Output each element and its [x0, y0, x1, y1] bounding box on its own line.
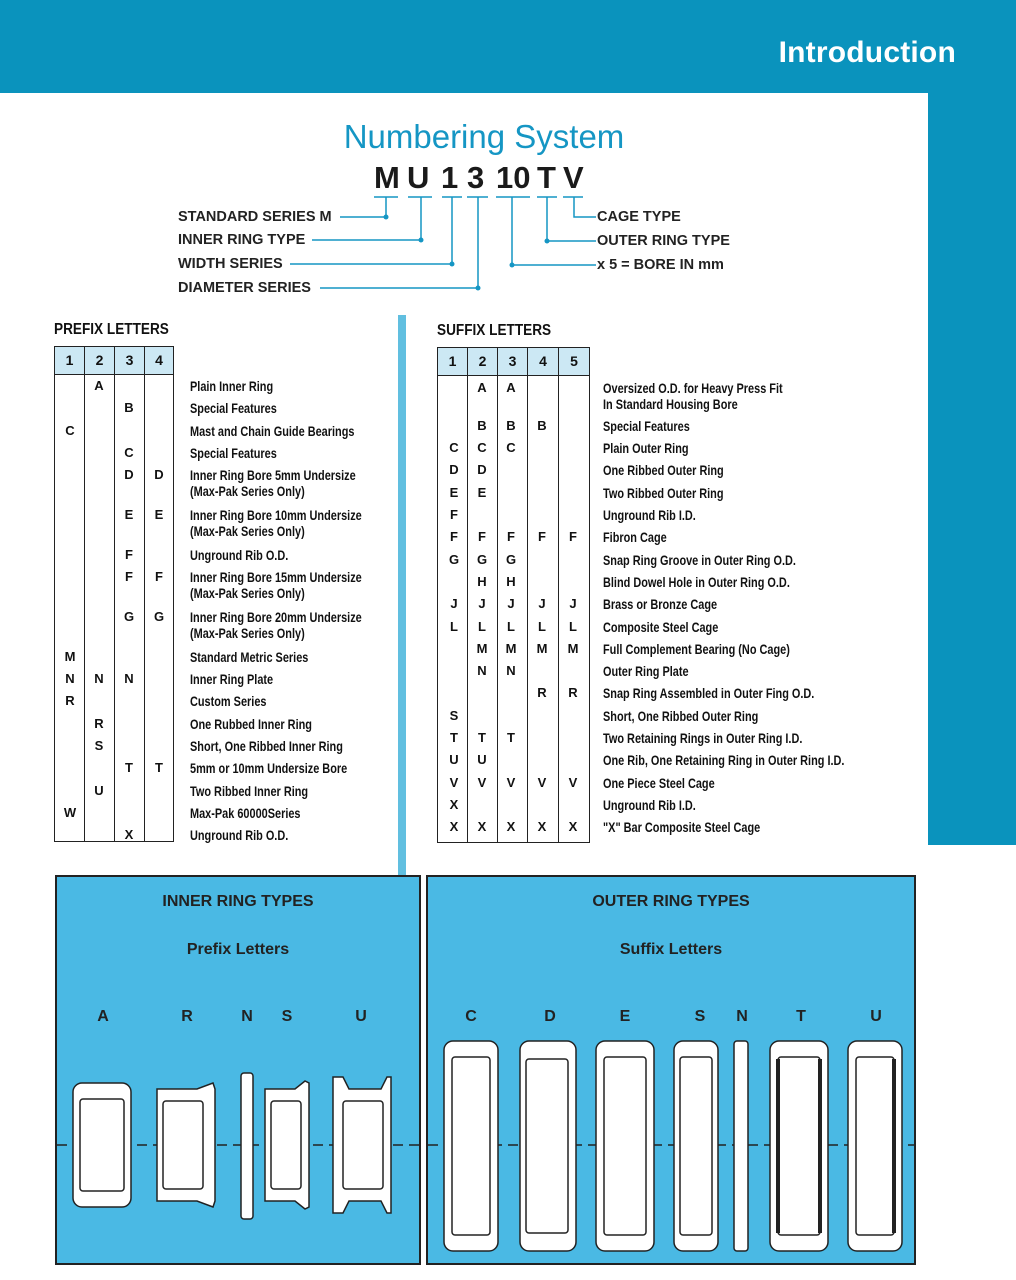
suffix-row-9-col-1: J: [450, 596, 458, 612]
suffix-row-1-col-2: B: [477, 417, 487, 433]
outer-ring-e-shape: [596, 1041, 654, 1251]
prefix-row-14-col-3: T: [125, 760, 133, 776]
prefix-row-11-col-1: R: [65, 693, 75, 709]
inner-ring-letter-u: U: [355, 1008, 367, 1025]
code-part-bore: 10: [496, 160, 531, 195]
outer-ring-letter-s: S: [694, 1008, 706, 1025]
code-part-cage: V: [563, 160, 584, 195]
prefix-row-10-col-2: N: [94, 671, 104, 686]
suffix-row-2-description: Plain Outer Ring: [603, 440, 689, 457]
suffix-row-17-col-5: V: [568, 774, 578, 790]
suffix-row-3-description: One Ribbed Outer Ring: [603, 462, 724, 479]
prefix-row-4-col-4: D: [154, 467, 164, 483]
suffix-row-13-description: Snap Ring Assembled in Outer Fing O.D.: [603, 685, 815, 702]
suffix-row-6-col-4: F: [538, 529, 546, 545]
prefix-row-15-col-2: U: [94, 782, 104, 798]
suffix-row-17-col-2: V: [477, 774, 487, 790]
inner-ring-s-shape: [265, 1081, 309, 1209]
prefix-col-1: 1: [55, 347, 85, 374]
suffix-row-9-description: Brass or Bronze Cage: [603, 596, 718, 613]
code-part-diameter: 3: [467, 160, 485, 195]
prefix-col-4: 4: [155, 352, 163, 368]
suffix-row-4-col-1: E: [449, 484, 459, 500]
suffix-row-17-col-3: V: [506, 774, 516, 790]
prefix-row-10-description: Inner Ring Plate: [190, 671, 274, 687]
prefix-col-2: 2: [85, 347, 115, 374]
suffix-row-19-col-2: X: [477, 819, 487, 835]
suffix-row-12-col-3: N: [506, 663, 516, 679]
suffix-col-1: 1: [438, 348, 468, 375]
suffix-row-19-col-4: X: [537, 819, 547, 835]
inner-ring-types-panel: [55, 875, 421, 1265]
outer-ring-u-shape: [848, 1041, 902, 1251]
suffix-row-2-col-1: C: [449, 440, 459, 456]
suffix-row-18-description: Unground Rib I.D.: [603, 796, 696, 813]
numbering-leader-lines: [0, 0, 1016, 320]
prefix-row-4-description: Inner Ring Bore 5mm Undersize: [190, 467, 356, 484]
prefix-row-7-description: (Max-Pak Series Only): [190, 585, 305, 602]
suffix-row-8-col-2: H: [477, 573, 487, 589]
prefix-row-1-description: Special Features: [190, 400, 277, 417]
suffix-row-0-col-3: A: [506, 380, 516, 395]
suffix-row-12-description: Outer Ring Plate: [603, 663, 689, 680]
inner-ring-a-shape: [73, 1083, 131, 1207]
prefix-row-8-description: (Max-Pak Series Only): [190, 624, 305, 641]
inner-ring-u-shape: [333, 1077, 391, 1213]
suffix-row-10-col-3: L: [507, 618, 515, 634]
suffix-row-0-col-2: A: [477, 380, 487, 395]
numbering-system-title: Numbering System: [343, 118, 625, 155]
suffix-row-7-col-3: G: [505, 551, 517, 567]
outer-ring-c-shape: [444, 1041, 498, 1251]
label-width-series: WIDTH SERIES: [178, 256, 283, 272]
prefix-row-5-description: Inner Ring Bore 10mm Undersize: [190, 507, 362, 523]
suffix-row-5-description: Unground Rib I.D.: [603, 507, 696, 523]
inner-ring-types-subtitle: Prefix Letters: [186, 941, 290, 958]
prefix-row-12-description: One Rubbed Inner Ring: [190, 715, 312, 732]
suffix-row-4-description: Two Ribbed Outer Ring: [603, 484, 724, 501]
outer-ring-s-shape: [674, 1041, 718, 1251]
prefix-row-14-description: 5mm or 10mm Undersize Bore: [190, 760, 348, 777]
suffix-row-8-col-3: H: [506, 573, 516, 589]
prefix-row-5-col-4: E: [154, 507, 164, 522]
suffix-row-6-description: Fibron Cage: [603, 529, 667, 546]
prefix-row-10-col-3: N: [124, 671, 134, 686]
prefix-row-17-col-3: X: [124, 827, 134, 843]
suffix-row-1-description: Special Features: [603, 417, 690, 434]
suffix-row-17-col-4: V: [537, 774, 547, 790]
prefix-row-10-col-1: N: [65, 671, 75, 686]
suffix-row-3-col-1: D: [449, 462, 459, 478]
prefix-row-0-col-2: A: [94, 378, 104, 393]
suffix-row-16-description: One Rib, One Retaining Ring in Outer Ring I.D.: [603, 752, 845, 769]
outer-ring-types-panel: [426, 875, 916, 1265]
suffix-row-8-description: Blind Dowel Hole in Outer Ring O.D.: [603, 573, 790, 590]
prefix-row-11-description: Custom Series: [190, 693, 267, 710]
suffix-row-3-col-2: D: [477, 462, 487, 478]
suffix-row-2-col-3: C: [506, 440, 516, 456]
suffix-row-9-col-3: J: [507, 596, 515, 612]
suffix-row-6-col-1: F: [450, 529, 458, 545]
page-title: Introduction: [778, 36, 956, 69]
prefix-letters-title: PREFIX LETTERS: [54, 321, 169, 338]
suffix-row-4-col-2: E: [477, 484, 487, 500]
suffix-col-4: 4: [528, 348, 559, 375]
label-standard-series: STANDARD SERIES M: [178, 209, 332, 225]
suffix-row-7-col-1: G: [448, 551, 460, 567]
suffix-row-6-col-2: F: [478, 529, 486, 545]
inner-ring-letter-n: N: [241, 1008, 253, 1025]
suffix-letters-title: SUFFIX LETTERS: [437, 322, 552, 339]
suffix-table-header: [438, 348, 589, 376]
section-divider: [398, 315, 406, 875]
outer-ring-letter-d: D: [544, 1008, 556, 1025]
suffix-row-15-col-1: T: [450, 730, 458, 745]
prefix-row-14-col-4: T: [155, 760, 163, 776]
label-bore: x 5 = BORE IN mm: [597, 257, 724, 273]
suffix-row-11-col-4: M: [536, 640, 548, 656]
prefix-row-12-col-2: R: [94, 715, 104, 731]
suffix-row-10-col-4: L: [538, 618, 546, 634]
suffix-row-5-col-1: F: [450, 507, 458, 522]
suffix-row-16-col-2: U: [477, 752, 487, 768]
suffix-row-7-col-2: G: [476, 551, 488, 567]
suffix-row-16-col-1: U: [449, 752, 459, 768]
suffix-row-12-col-2: N: [477, 663, 487, 679]
label-diameter-series: DIAMETER SERIES: [178, 280, 311, 296]
suffix-col-2: 2: [468, 348, 498, 375]
inner-ring-r-shape: [157, 1083, 215, 1207]
prefix-row-16-description: Max-Pak 60000Series: [190, 804, 301, 821]
suffix-row-10-col-1: L: [450, 618, 458, 634]
prefix-row-8-col-4: G: [153, 608, 165, 624]
code-part-m: M: [374, 160, 400, 195]
suffix-row-13-col-4: R: [537, 685, 547, 701]
suffix-row-15-col-2: T: [478, 730, 486, 745]
prefix-row-2-col-1: C: [65, 422, 75, 438]
prefix-row-8-description: Inner Ring Bore 20mm Undersize: [190, 608, 362, 625]
outer-ring-types-title: OUTER RING TYPES: [592, 893, 750, 910]
suffix-row-11-col-3: M: [505, 640, 517, 656]
prefix-row-1-col-3: B: [124, 400, 134, 416]
suffix-row-14-description: Short, One Ribbed Outer Ring: [603, 707, 759, 724]
code-part-inner-ring: U: [407, 160, 430, 195]
inner-ring-letter-s: S: [281, 1008, 293, 1025]
suffix-row-15-description: Two Retaining Rings in Outer Ring I.D.: [603, 730, 803, 746]
outer-ring-letter-n: N: [736, 1008, 748, 1025]
outer-ring-n-shape: [734, 1041, 748, 1251]
prefix-row-2-description: Mast and Chain Guide Bearings: [190, 422, 355, 439]
suffix-row-11-col-2: M: [476, 640, 488, 656]
outer-ring-drawings: [428, 877, 914, 1263]
suffix-row-0-description: Oversized O.D. for Heavy Press Fit: [603, 380, 783, 396]
prefix-row-17-description: Unground Rib O.D.: [190, 827, 289, 844]
prefix-row-7-col-4: F: [155, 569, 163, 585]
suffix-row-10-col-5: L: [569, 618, 577, 634]
suffix-row-10-col-2: L: [478, 618, 486, 634]
prefix-row-6-col-3: F: [125, 546, 133, 562]
inner-ring-types-title: INNER RING TYPES: [162, 893, 314, 910]
code-part-outer-ring: T: [537, 160, 556, 195]
prefix-row-3-col-3: C: [124, 444, 134, 460]
code-part-width: 1: [441, 160, 459, 195]
prefix-row-4-description: (Max-Pak Series Only): [190, 483, 305, 500]
outer-ring-letter-c: C: [465, 1008, 477, 1025]
inner-ring-letter-a: A: [97, 1008, 109, 1025]
suffix-row-9-col-2: J: [478, 596, 486, 612]
prefix-row-8-col-3: G: [123, 608, 135, 624]
suffix-row-19-col-3: X: [506, 819, 516, 835]
prefix-row-5-description: (Max-Pak Series Only): [190, 523, 305, 539]
outer-ring-letter-e: E: [619, 1008, 631, 1025]
suffix-row-0-description: In Standard Housing Bore: [603, 396, 738, 412]
suffix-col-3: 3: [498, 348, 528, 375]
label-cage-type: CAGE TYPE: [597, 209, 681, 225]
inner-ring-n-shape: [241, 1073, 253, 1219]
outer-ring-t-shape: [770, 1041, 828, 1251]
suffix-row-9-col-4: J: [538, 596, 546, 612]
inner-ring-drawings: [57, 877, 419, 1263]
suffix-row-7-description: Snap Ring Groove in Outer Ring O.D.: [603, 551, 796, 568]
prefix-row-15-description: Two Ribbed Inner Ring: [190, 782, 309, 799]
label-inner-ring-type: INNER RING TYPE: [178, 232, 306, 248]
prefix-row-4-col-3: D: [124, 467, 134, 483]
suffix-row-19-col-5: X: [568, 819, 578, 835]
prefix-row-9-col-1: M: [64, 648, 76, 664]
outer-ring-types-subtitle: Suffix Letters: [619, 941, 723, 958]
prefix-row-9-description: Standard Metric Series: [190, 648, 309, 665]
suffix-row-1-col-3: B: [506, 417, 516, 433]
prefix-row-3-description: Special Features: [190, 444, 277, 461]
suffix-row-2-col-2: C: [477, 440, 487, 456]
prefix-row-7-description: Inner Ring Bore 15mm Undersize: [190, 569, 362, 586]
suffix-row-19-col-1: X: [449, 819, 459, 835]
inner-ring-letter-r: R: [181, 1008, 193, 1025]
suffix-row-17-col-1: V: [449, 774, 459, 790]
suffix-row-14-col-1: S: [449, 707, 459, 723]
suffix-row-15-col-3: T: [507, 730, 515, 745]
suffix-row-6-col-5: F: [569, 529, 577, 545]
label-outer-ring-type: OUTER RING TYPE: [597, 233, 730, 249]
suffix-row-17-description: One Piece Steel Cage: [603, 774, 715, 791]
outer-ring-d-shape: [520, 1041, 576, 1251]
outer-ring-letter-t: T: [796, 1008, 806, 1025]
prefix-row-13-description: Short, One Ribbed Inner Ring: [190, 737, 343, 754]
prefix-row-7-col-3: F: [125, 569, 133, 585]
suffix-row-10-description: Composite Steel Cage: [603, 618, 719, 635]
suffix-row-9-col-5: J: [569, 596, 577, 612]
suffix-col-5: 5: [570, 353, 578, 369]
prefix-col-3: 3: [115, 347, 145, 374]
suffix-row-11-description: Full Complement Bearing (No Cage): [603, 640, 790, 657]
prefix-row-16-col-1: W: [63, 804, 77, 820]
prefix-row-0-description: Plain Inner Ring: [190, 378, 274, 394]
suffix-row-6-col-3: F: [507, 529, 515, 545]
suffix-row-13-col-5: R: [568, 685, 578, 701]
suffix-row-18-col-1: X: [449, 796, 459, 812]
suffix-row-19-description: "X" Bar Composite Steel Cage: [603, 819, 761, 836]
suffix-row-11-col-5: M: [567, 640, 579, 656]
outer-ring-letter-u: U: [870, 1008, 882, 1025]
suffix-row-1-col-4: B: [537, 417, 547, 433]
prefix-row-13-col-2: S: [94, 737, 104, 753]
prefix-row-5-col-3: E: [124, 507, 134, 522]
prefix-row-6-description: Unground Rib O.D.: [190, 546, 289, 563]
